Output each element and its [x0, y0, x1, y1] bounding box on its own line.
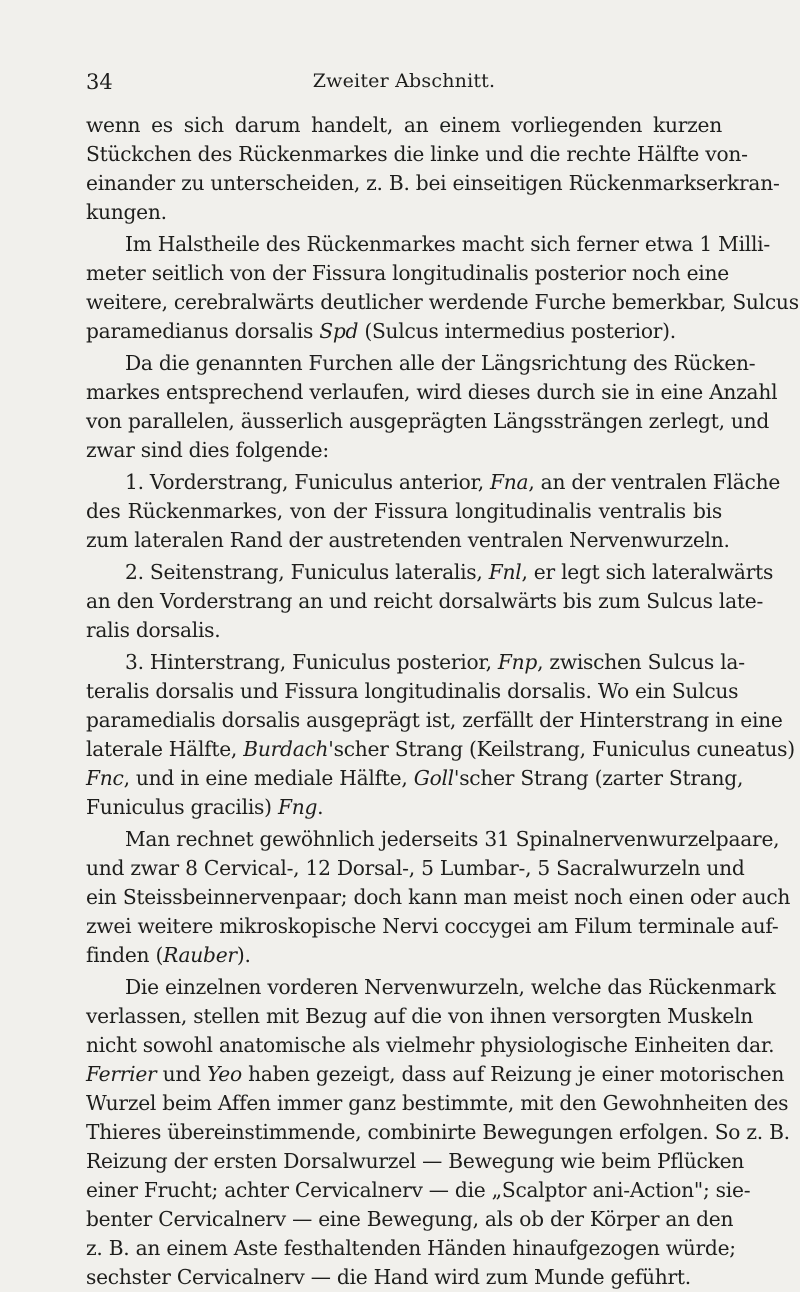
text-segment: zum lateralen Rand der austretenden ventralen Nervenwurzeln.	[86, 528, 730, 552]
text-line	[86, 1060, 785, 1089]
text-line	[86, 1176, 751, 1205]
text-segment: an den Vorderstrang an und reicht dorsalwärts bis zum Sulcus late-	[86, 589, 764, 613]
text-segment: 1. Vorderstrang, Funiculus anterior,	[125, 470, 491, 494]
text-segment: markes entsprechend verlaufen, wird dieses durch sie in eine Anzahl	[86, 380, 778, 404]
text-segment: .	[317, 795, 324, 819]
text-segment: Da die genannten Furchen alle der Längsrichtung des Rücken-	[125, 351, 756, 375]
text-segment: haben gezeigt, dass auf Reizung je einer motorischen	[241, 1062, 785, 1086]
text-line	[86, 587, 764, 616]
text-segment: z. B. an einem Aste festhaltenden Händen hinaufgezogen würde;	[86, 1236, 736, 1260]
text-line	[86, 648, 745, 677]
text-line	[86, 616, 722, 645]
text-segment: kungen.	[86, 200, 167, 224]
text-line	[86, 526, 730, 555]
italic-term: Fnc	[86, 766, 124, 790]
text-line	[86, 169, 780, 198]
page-number: 34	[86, 70, 113, 94]
text-line	[86, 111, 722, 140]
text-segment: einander zu unterscheiden, z. B. bei einseitigen Rückenmarkserkran-	[86, 171, 780, 195]
text-segment: wenn es sich darum handelt, an einem vorliegenden kurzen	[86, 113, 722, 137]
text-line	[86, 436, 722, 465]
text-line	[86, 140, 748, 169]
text-line	[86, 1147, 745, 1176]
text-segment: ).	[236, 943, 251, 967]
text-line	[86, 198, 722, 227]
page-header	[86, 70, 722, 98]
italic-term: Yeo	[206, 1062, 242, 1086]
text-segment: Funiculus gracilis)	[86, 795, 278, 819]
text-segment: des Rückenmarkes, von der Fissura longitudinalis ventralis bis	[86, 499, 722, 523]
italic-term: Rauber	[163, 943, 237, 967]
text-line	[86, 854, 745, 883]
text-segment: Die einzelnen vorderen Nervenwurzeln, welche das Rückenmark	[125, 975, 776, 999]
text-segment: von parallelen, äusserlich ausgeprägten Längssträngen zerlegt, und	[86, 409, 770, 433]
italic-term: Goll	[413, 766, 454, 790]
text-line	[86, 259, 729, 288]
text-segment: Thieres übereinstimmende, combinirte Bewegungen erfolgen. So z. B.	[86, 1120, 790, 1144]
text-line	[86, 558, 774, 587]
text-segment: paramedialis dorsalis ausgeprägt ist, zerfällt der Hinterstrang in eine	[86, 708, 783, 732]
text-segment: paramedianus dorsalis	[86, 319, 320, 343]
italic-term: Fnp	[497, 650, 538, 674]
italic-term: Fnl	[488, 560, 522, 584]
text-line	[86, 677, 739, 706]
text-segment: zwar sind dies folgende:	[86, 438, 329, 462]
text-segment: Reizung der ersten Dorsalwurzel — Bewegung wie beim Pflücken	[86, 1149, 745, 1173]
text-line	[86, 1118, 790, 1147]
text-segment: Wurzel beim Affen immer ganz bestimmte, mit den Gewohnheiten des	[86, 1091, 789, 1115]
text-line	[86, 825, 780, 854]
text-segment: , zwischen Sulcus la-	[537, 650, 745, 674]
text-segment: und zwar 8 Cervical-, 12 Dorsal-, 5 Lumbar-, 5 Sacralwurzeln und	[86, 856, 745, 880]
text-segment: , an der ventralen Fläche	[528, 470, 781, 494]
text-segment: einer Frucht; achter Cervicalnerv — die „Scalptor ani-Action"; sie-	[86, 1178, 751, 1202]
text-line	[86, 735, 795, 764]
italic-term: Ferrier	[86, 1062, 157, 1086]
text-line	[86, 349, 756, 378]
text-line	[86, 317, 722, 346]
text-line	[86, 941, 722, 970]
text-line	[86, 1031, 775, 1060]
running-title: Zweiter Abschnitt.	[312, 70, 496, 92]
text-segment: (Sulcus intermedius posterior).	[358, 319, 676, 343]
text-segment: zwei weitere mikroskopische Nervi coccygei am Filum terminale auf-	[86, 914, 779, 938]
text-segment: 'scher Strang (zarter Strang,	[453, 766, 744, 790]
text-segment: , und in eine mediale Hälfte,	[123, 766, 414, 790]
text-segment: sechster Cervicalnerv — die Hand wird zum Munde geführt.	[86, 1265, 691, 1289]
text-segment: benter Cervicalnerv — eine Bewegung, als ob der Körper an den	[86, 1207, 734, 1231]
text-line	[86, 1263, 722, 1292]
text-segment: 3. Hinterstrang, Funiculus posterior,	[125, 650, 498, 674]
italic-term: Burdach	[243, 737, 329, 761]
italic-term: Fna	[490, 470, 529, 494]
text-segment: 2. Seitenstrang, Funiculus lateralis,	[125, 560, 489, 584]
text-line	[86, 407, 770, 436]
text-line	[86, 230, 770, 259]
text-segment: , er legt sich lateralwärts	[521, 560, 774, 584]
text-line	[86, 497, 722, 526]
text-line	[86, 793, 722, 822]
text-line	[86, 883, 791, 912]
text-line	[86, 912, 779, 941]
text-segment: Im Halstheile des Rückenmarkes macht sich ferner etwa 1 Milli-	[125, 232, 770, 256]
text-segment: finden (	[86, 943, 164, 967]
text-segment: ein Steissbeinnervenpaar; doch kann man meist noch einen oder auch	[86, 885, 791, 909]
text-line	[86, 764, 744, 793]
text-segment: laterale Hälfte,	[86, 737, 244, 761]
italic-term: Fng	[277, 795, 318, 819]
text-line	[86, 973, 776, 1002]
text-line	[86, 706, 783, 735]
text-segment: nicht sowohl anatomische als vielmehr physiologische Einheiten dar.	[86, 1033, 775, 1057]
text-segment: 'scher Strang (Keilstrang, Funiculus cuneatus)	[328, 737, 795, 761]
text-segment: Man rechnet gewöhnlich jederseits 31 Spinalnervenwurzelpaare,	[125, 827, 780, 851]
text-segment: meter seitlich von der Fissura longitudinalis posterior noch eine	[86, 261, 729, 285]
text-line	[86, 1002, 754, 1031]
text-line	[86, 1089, 789, 1118]
text-segment: teralis dorsalis und Fissura longitudinalis dorsalis. Wo ein Sulcus	[86, 679, 739, 703]
text-segment: verlassen, stellen mit Bezug auf die von ihnen versorgten Muskeln	[86, 1004, 754, 1028]
text-line	[86, 1205, 734, 1234]
text-segment: weitere, cerebralwärts deutlicher werdende Furche bemerkbar, Sulcus	[86, 290, 799, 314]
text-line	[86, 378, 778, 407]
text-line	[86, 468, 781, 497]
text-line	[86, 288, 799, 317]
body-text	[86, 111, 799, 1292]
text-segment: ralis dorsalis.	[86, 618, 221, 642]
text-segment: Stückchen des Rückenmarkes die linke und die rechte Hälfte von-	[86, 142, 748, 166]
text-segment: und	[156, 1062, 207, 1086]
italic-term: Spd	[319, 319, 359, 343]
